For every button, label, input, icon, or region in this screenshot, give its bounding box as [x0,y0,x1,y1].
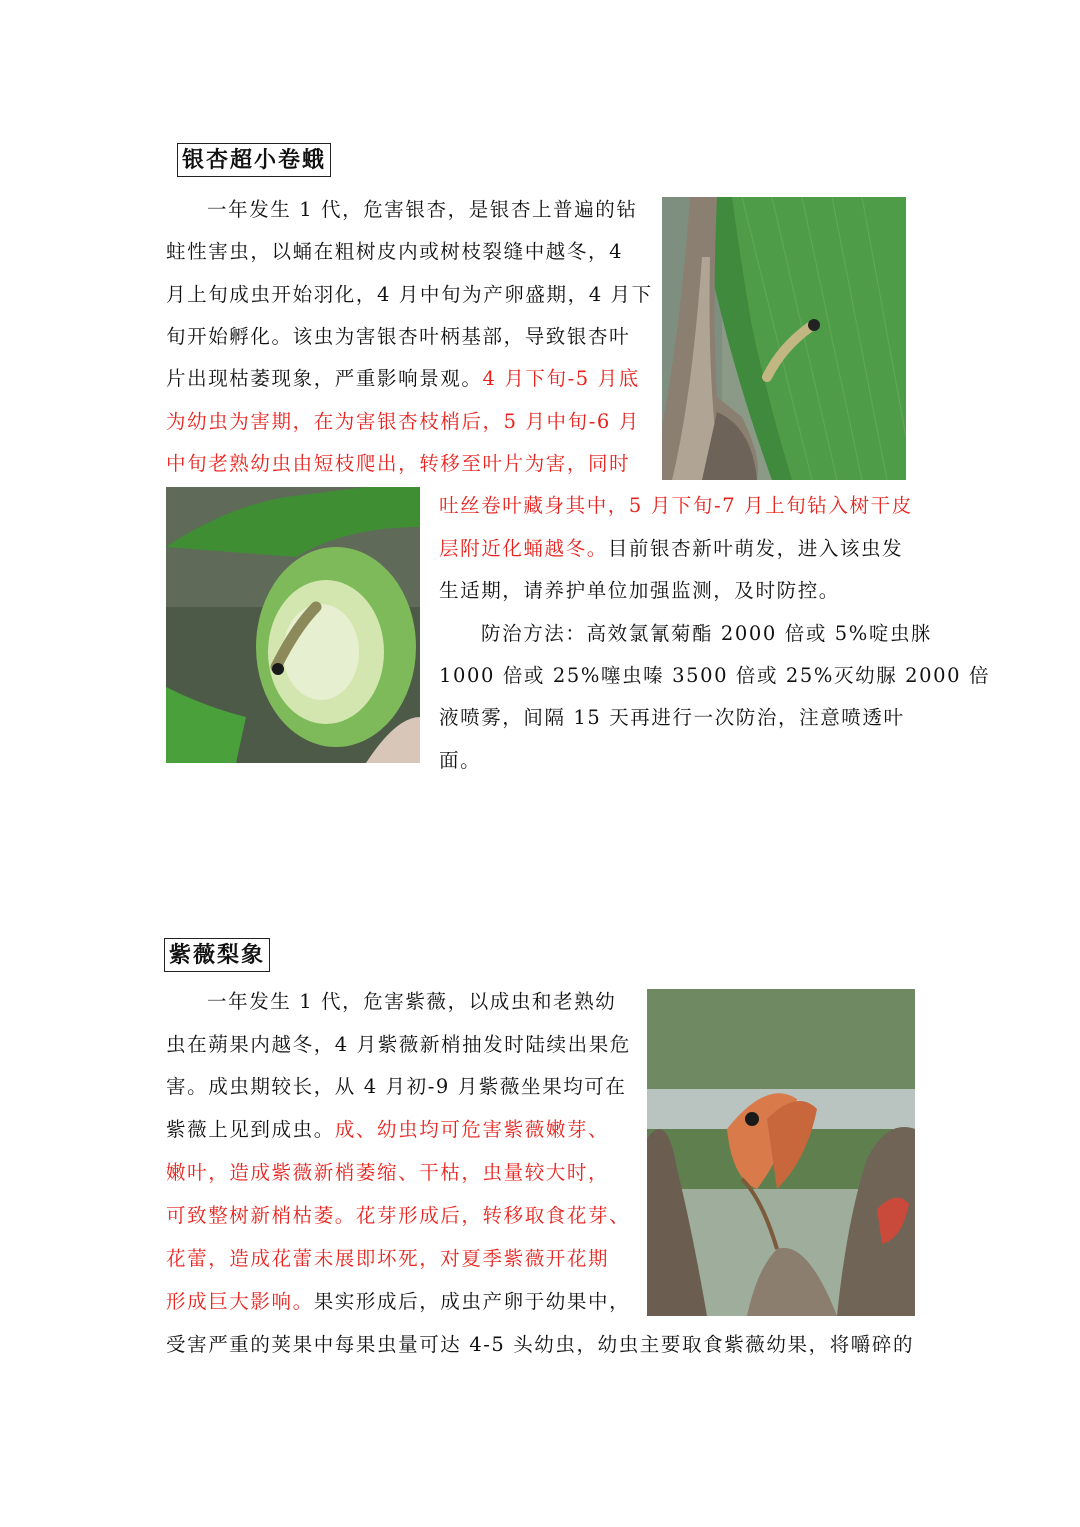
section1-text-segment: 1000 倍或 25%噻虫嗪 3500 倍或 25%灭幼脲 2000 倍 [439,664,991,687]
section1-line [166,449,630,479]
section1-line [439,661,990,691]
section1-text-segment: 4 月下旬-5 月底 [482,367,640,390]
section2-line [166,1030,631,1060]
section1-text-segment: 生适期，请养护单位加强监测，及时防控。 [439,579,840,602]
crape-myrtle-weevil-photo [647,989,915,1316]
section1-title: 银杏超小卷蛾 [177,143,331,177]
section2-line [166,1072,627,1102]
section2-text-segment: 可致整树新梢枯萎。花芽形成后，转移取食花芽、 [166,1204,631,1227]
section2-line [166,1158,609,1188]
section2-text-segment: 花蕾，造成花蕾未展即坏死，对夏季紫薇开花期 [166,1247,610,1270]
section2-line [166,1244,609,1274]
section1-text-segment: 旬开始孵化。该虫为害银杏叶柄基部，导致银杏叶 [166,325,631,348]
section1-text-segment: 中旬老熟幼虫由短枝爬出，转移至叶片为害，同时 [166,452,631,475]
section2-text-segment: 害。成虫期较长，从 4 月初-9 月紫薇坐果均可在 [166,1075,627,1098]
section1-line [439,491,913,521]
section2-text-segment: 果实形成后，成虫产卵于幼果中， [313,1290,631,1313]
ginkgo-shoot-larva-photo [166,487,420,763]
section1-text-segment: 月上旬成虫开始羽化，4 月中旬为产卵盛期，4 月下 [166,283,653,306]
section1-line [166,280,653,310]
section1-text-segment: 面。 [439,749,482,772]
section2-text-segment: 嫩叶，造成紫薇新梢萎缩、干枯，虫量较大时， [166,1161,610,1184]
section1-line [207,195,638,225]
section1-line [439,703,905,733]
section1-line [166,407,640,437]
section2-line [207,987,616,1017]
section1-text-segment: 层附近化蛹越冬。 [439,537,608,560]
section1-text-segment: 液喷雾，间隔 15 天再进行一次防治，注意喷透叶 [439,706,905,729]
section1-text-segment: 片出现枯萎现象，严重影响景观。 [166,367,483,390]
section1-text-segment: 一年发生 1 代，危害银杏，是银杏上普遍的钻 [207,198,638,221]
section1-line [439,534,903,564]
section2-text-segment: 成、幼虫均可危害紫薇嫩芽、 [334,1118,610,1141]
section2-text-segment: 受害严重的荚果中每果虫量可达 4-5 头幼虫，幼虫主要取食紫薇幼果，将嚼碎的 [166,1333,915,1356]
section1-line [439,576,840,606]
section1-text-segment: 吐丝卷叶藏身其中，5 月下旬-7 月上旬钻入树干皮 [439,494,913,517]
section1-line [166,237,623,267]
section2-text-segment: 紫薇上见到成虫。 [166,1118,335,1141]
section1-line [439,746,481,776]
ginkgo-leaf-larva-photo [662,197,906,480]
section2-line [166,1201,630,1231]
section1-line [481,619,932,649]
section1-text-segment: 蛀性害虫，以蛹在粗树皮内或树枝裂缝中越冬，4 [166,240,624,263]
section2-line [166,1330,914,1360]
section2-text-segment: 虫在蒴果内越冬，4 月紫薇新梢抽发时陆续出果危 [166,1033,631,1056]
section2-line [166,1287,630,1317]
section1-line [166,364,640,394]
section1-text-segment: 为幼虫为害期，在为害银杏枝梢后，5 月中旬-6 月 [166,410,640,433]
section2-title: 紫薇梨象 [164,938,270,972]
section1-text-segment: 目前银杏新叶萌发，进入该虫发 [607,537,904,560]
section2-text-segment: 形成巨大影响。 [166,1290,314,1313]
section2-text-segment: 一年发生 1 代，危害紫薇，以成虫和老熟幼 [207,990,617,1013]
section1-line [166,322,630,352]
section1-text-segment: 防治方法：高效氯氰菊酯 2000 倍或 5%啶虫脒 [481,622,933,645]
section2-line [166,1115,609,1145]
